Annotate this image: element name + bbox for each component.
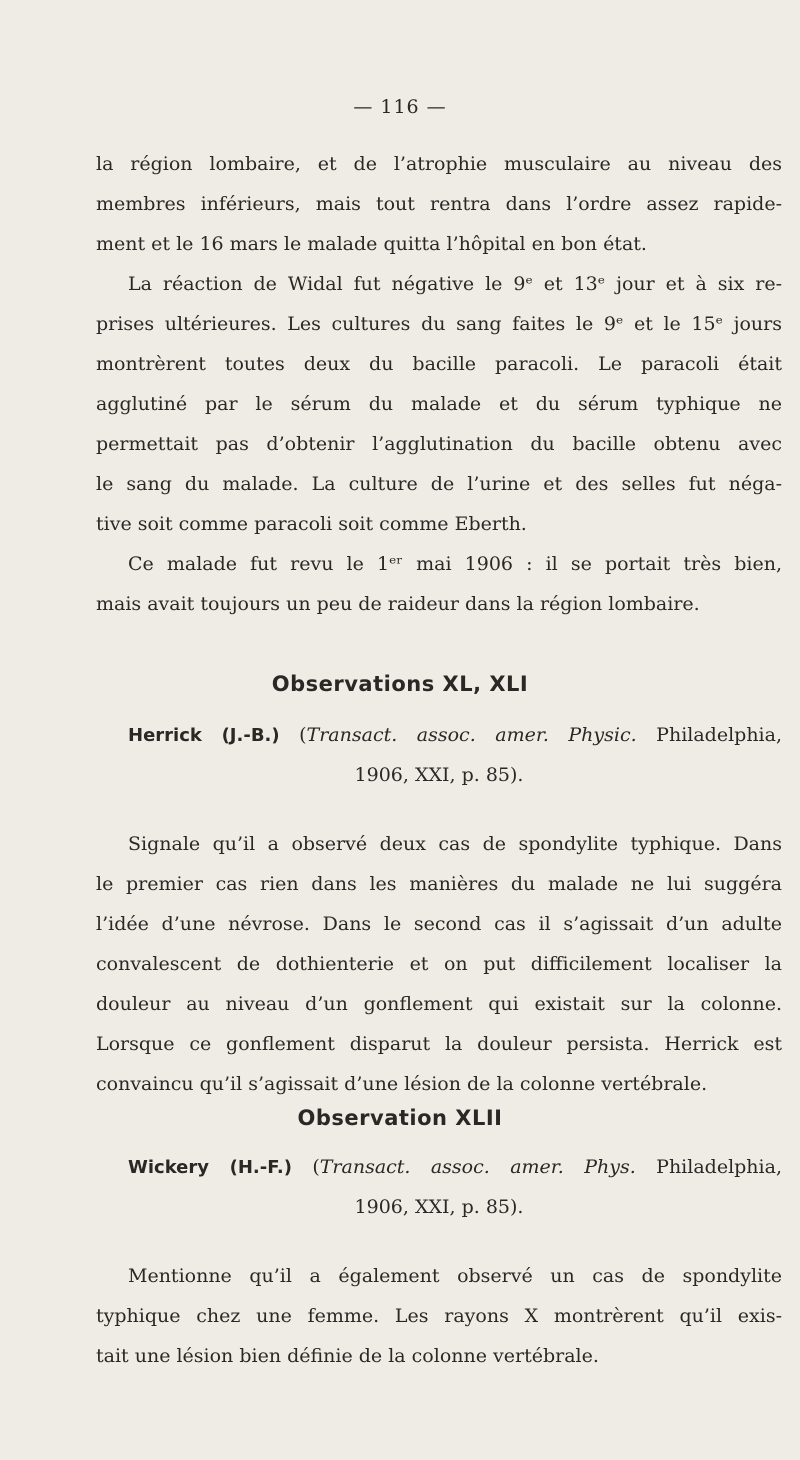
- text-line: Ce malade fut revu le 1ᵉʳ mai 1906 : il se portait très bien,: [128, 553, 782, 575]
- text-line: La réaction de Widal fut négative le 9ᵉ et 13ᵉ jour et à six re-: [128, 273, 782, 295]
- text-line: prises ultérieures. Les cultures du sang faites le 9ᵉ et le 15ᵉ jours: [96, 313, 782, 335]
- reference-place: Philadelphia,: [635, 1156, 782, 1178]
- reference-line: Wickery (H.-F.) (Transact. assoc. amer. Phys. Philadelphia,: [128, 1156, 782, 1178]
- paragraph-herrick: [96, 824, 782, 1104]
- page-number: — 116 —: [353, 96, 447, 118]
- text-line: typhique chez une femme. Les rayons X montrèrent qu’il exis-: [96, 1305, 782, 1327]
- text-line: douleur au niveau d’un gonflement qui existait sur la colonne.: [96, 993, 782, 1015]
- text-line: tive soit comme paracoli soit comme Eberth.: [96, 513, 527, 535]
- section-heading: Observations XL, XLI: [271, 672, 529, 696]
- paragraph-widal: [96, 264, 782, 544]
- text-line: Signale qu’il a observé deux cas de spondylite typhique. Dans: [128, 833, 782, 855]
- text-line: l’idée d’une névrose. Dans le second cas il s’agissait d’un adulte: [96, 913, 782, 935]
- reference-author: Wickery (H.-F.): [128, 1157, 292, 1178]
- text-line: montrèrent toutes deux du bacille paracoli. Le paracoli était: [96, 353, 782, 375]
- text-line: membres inférieurs, mais tout rentra dans l’ordre assez rapide-: [96, 193, 782, 215]
- paragraph-wickery: [96, 1256, 782, 1376]
- reference-author: Herrick (J.-B.): [128, 725, 280, 746]
- paragraph-continuation: [96, 144, 782, 264]
- text-line: agglutiné par le sérum du malade et du sérum typhique ne: [96, 393, 782, 415]
- section-heading: Observation XLII: [297, 1106, 503, 1130]
- reference-line: 1906, XXI, p. 85).: [354, 764, 524, 786]
- reference-line: 1906, XXI, p. 85).: [354, 1196, 524, 1218]
- text-line: tait une lésion bien définie de la colonne vertébrale.: [96, 1345, 599, 1367]
- reference: [96, 1147, 782, 1227]
- reference-place: Philadelphia,: [636, 724, 783, 746]
- reference-journal: Transact. assoc. amer. Phys.: [319, 1156, 636, 1178]
- text-line: le premier cas rien dans les manières du malade ne lui suggéra: [96, 873, 782, 895]
- text-line: le sang du malade. La culture de l’urine et des selles fut néga-: [96, 473, 782, 495]
- text-line: Mentionne qu’il a également observé un cas de spondylite: [128, 1265, 782, 1287]
- text-line: mais avait toujours un peu de raideur dans la région lombaire.: [96, 593, 700, 615]
- text-line: permettait pas d’obtenir l’agglutination du bacille obtenu avec: [96, 433, 782, 455]
- text-line: convalescent de dothienterie et on put difficilement localiser la: [96, 953, 782, 975]
- reference-journal: Transact. assoc. amer. Physic.: [306, 724, 637, 746]
- text-line: ment et le 16 mars le malade quitta l’hôpital en bon état.: [96, 233, 647, 255]
- text-line: convaincu qu’il s’agissait d’une lésion de la colonne vertébrale.: [96, 1073, 708, 1095]
- text-line: la région lombaire, et de l’atrophie musculaire au niveau des: [96, 153, 782, 175]
- reference: [96, 715, 782, 795]
- text-line: Lorsque ce gonflement disparut la douleur persista. Herrick est: [96, 1033, 782, 1055]
- paragraph-followup: [96, 544, 782, 624]
- reference-line: Herrick (J.-B.) (Transact. assoc. amer. Physic. Philadelphia,: [128, 724, 783, 746]
